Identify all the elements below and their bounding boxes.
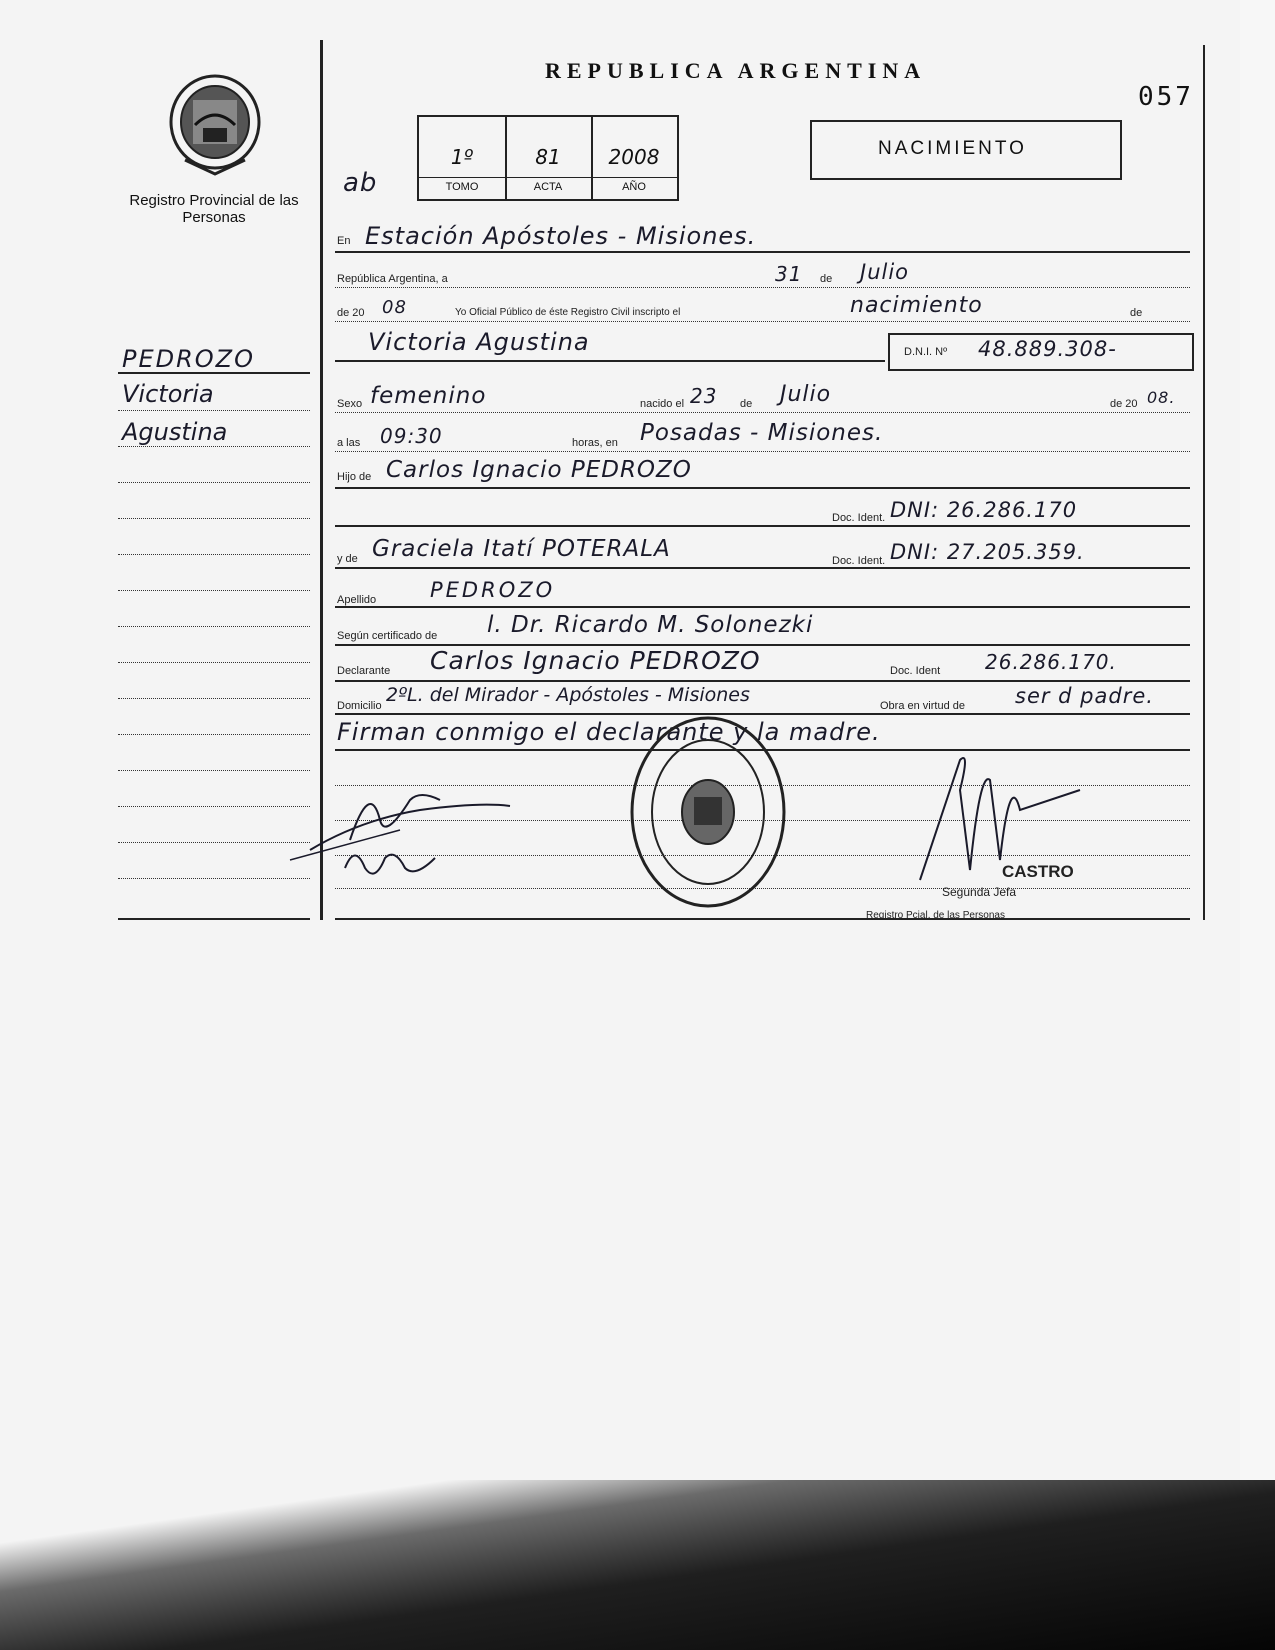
acta-cell: [505, 117, 593, 199]
alas-value: 09:30: [380, 424, 443, 448]
form-line: [335, 287, 1190, 289]
sexo-label: Sexo: [337, 398, 363, 410]
tomo-cell: [419, 117, 507, 199]
nacido-year: 08.: [1147, 388, 1176, 407]
form-line: [335, 487, 1190, 490]
dni-box: [888, 333, 1194, 371]
year-prefix: de 20: [337, 307, 365, 319]
tomo-value: 1º: [450, 145, 474, 169]
signature-madre-icon: [335, 838, 445, 888]
form-line: [335, 606, 1190, 609]
registry-name: Registro Provincial de las Personas: [129, 192, 299, 226]
acta-value: 81: [535, 145, 561, 169]
alas-label: a las: [337, 437, 361, 449]
form-line: [335, 680, 1190, 683]
apellido-value: PEDROZO: [430, 578, 556, 602]
margin-line: [118, 518, 310, 520]
acta-label: ACTA: [505, 177, 591, 193]
domicilio-value: 2ºL. del Mirador - Apóstoles - Misiones: [386, 684, 750, 706]
right-margin: [1240, 0, 1275, 1650]
form-line: [335, 412, 1190, 414]
form-line: [335, 251, 1190, 254]
segun-value: l. Dr. Ricardo M. Solonezki: [487, 612, 814, 638]
sexo-value: femenino: [370, 383, 487, 409]
country-title: REPUBLICA ARGENTINA: [545, 58, 927, 83]
volume-table: [417, 115, 679, 201]
margin-line: [118, 554, 310, 556]
lugar-value: Posadas - Misiones.: [640, 420, 884, 446]
form-line: [335, 321, 1190, 323]
obra-label: Obra en virtud de: [880, 700, 965, 712]
de2-label: de: [1130, 307, 1143, 319]
margin-line: [118, 918, 310, 921]
margin-surname: PEDROZO: [122, 345, 256, 373]
tomo-label: TOMO: [419, 177, 505, 193]
doc-value-1: DNI: 26.286.170: [890, 498, 1078, 522]
margin-line: [118, 734, 310, 736]
margin-line: [118, 626, 310, 628]
yde-label: y de: [337, 553, 358, 565]
hijo-label: Hijo de: [337, 471, 372, 483]
year-value: 08: [382, 297, 407, 318]
margin-line: [118, 482, 310, 484]
form-line: [335, 918, 1190, 921]
official-seal-icon: [628, 712, 788, 912]
initials-mark: ab: [343, 168, 378, 198]
de3-label: de: [740, 398, 753, 410]
scan-shadow: [0, 1480, 1275, 1650]
margin-line: [118, 662, 310, 664]
right-border: [1203, 45, 1205, 920]
dni-label: D.N.I. Nº: [904, 346, 948, 358]
form-line: [335, 525, 1190, 528]
doc-label-3: Doc. Ident: [890, 665, 941, 677]
doc-value-3: 26.286.170.: [985, 650, 1117, 674]
official-title: Segunda Jefa: [942, 885, 1017, 899]
apellido-label: Apellido: [337, 594, 377, 606]
doc-label-1: Doc. Ident.: [832, 512, 886, 524]
provincial-crest-icon: [165, 70, 265, 180]
margin-middle-name: Agustina: [122, 418, 228, 446]
official-name: CASTRO: [1002, 862, 1074, 881]
ano-value: 2008: [608, 145, 660, 169]
nacido-month: Julio: [780, 382, 832, 407]
margin-line: [118, 446, 310, 448]
de-label: de: [820, 273, 833, 285]
oficial-value: nacimiento: [850, 293, 983, 318]
nacido-day: 23: [690, 384, 718, 408]
ano-cell: [591, 117, 677, 199]
page-number: 057: [1138, 82, 1194, 112]
de-year-label: de 20: [1110, 398, 1138, 410]
nacido-label: nacido el: [640, 398, 685, 410]
padre-value: Carlos Ignacio PEDROZO: [386, 457, 692, 483]
horas-label: horas, en: [572, 437, 618, 449]
doc-value-2: DNI: 27.205.359.: [890, 540, 1085, 564]
declarante-value: Carlos Ignacio PEDROZO: [430, 646, 761, 675]
margin-line: [118, 372, 310, 375]
margin-line: [118, 698, 310, 700]
day-value: 31: [775, 262, 803, 286]
record-type: NACIMIENTO: [878, 138, 1027, 159]
form-line: [335, 451, 1190, 453]
republica-label: República Argentina, a: [337, 273, 448, 285]
form-line: [335, 567, 1190, 570]
record-type-box: [810, 120, 1122, 180]
segun-label: Según certificado de: [337, 630, 438, 642]
madre-value: Graciela Itatí POTERALA: [372, 536, 671, 562]
en-value: Estación Apóstoles - Misiones.: [365, 222, 757, 250]
en-label: En: [337, 235, 351, 247]
firman-value: Firman conmigo el declarante y la madre.: [337, 718, 881, 746]
official-registry: Registro Pcial. de las Personas: [866, 910, 1005, 921]
margin-line: [118, 410, 310, 412]
form-line: [335, 360, 885, 363]
month-value: Julio: [860, 260, 910, 284]
domicilio-label: Domicilio: [337, 700, 382, 712]
doc-label-2: Doc. Ident.: [832, 555, 886, 567]
ano-label: AÑO: [591, 177, 677, 193]
margin-line: [118, 590, 310, 592]
declarante-label: Declarante: [337, 665, 391, 677]
name-value: Victoria Agustina: [368, 328, 590, 356]
obra-value: ser d padre.: [1015, 684, 1154, 708]
dni-value: 48.889.308-: [978, 337, 1117, 361]
oficial-text: Yo Oficial Público de éste Registro Civil inscripto el: [455, 307, 681, 318]
margin-first-name: Victoria: [122, 380, 214, 408]
